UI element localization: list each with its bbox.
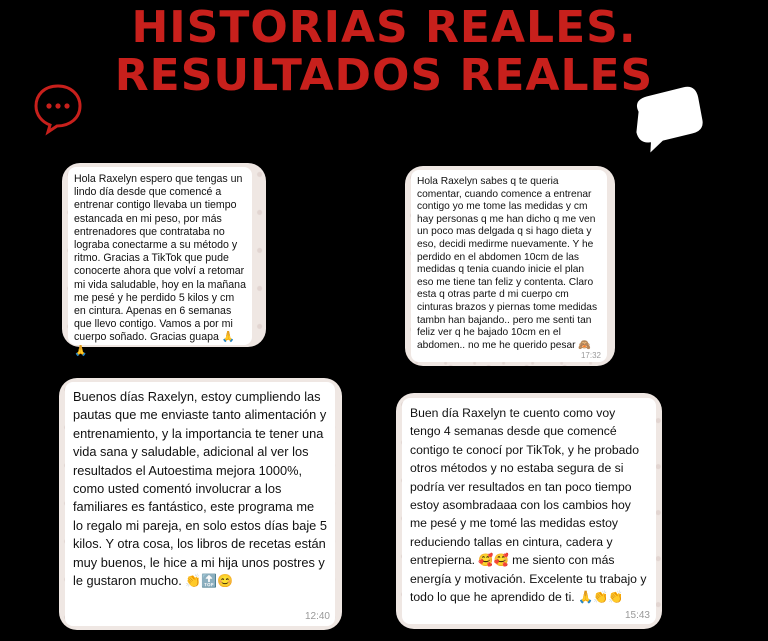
message-timestamp: 17:32 — [580, 351, 601, 360]
message-bubble — [402, 398, 656, 624]
message-bubble — [411, 170, 607, 362]
testimonial-card-3 — [59, 378, 342, 630]
message-text: Buenos días Raxelyn, estoy cumpliendo las pautas que me enviaste tanto alimentación y entrenamiento, y la importancia te tener una vida sana y saludable, adicional al ver los resultados el Autoestima mejora 1000%, como usted comentó involucrar a los familiares es fantástico, este programa me lo regalo mi pareja, en solo estos días baje 5 kilos. Y otra cosa, los libros de recetas están muy buenos, le hice a mi hija unos postres y le gustaron mucho. 👏🔝😊 — [73, 389, 327, 589]
message-bubble — [65, 382, 335, 626]
testimonial-card-4 — [396, 393, 662, 629]
page-title-line-1: HISTORIAS REALES. — [131, 2, 637, 53]
message-text: Hola Raxelyn espero que tengas un lindo día desde que comencé a entrenar contigo llevaba un tiempo estancada en mi peso, por más entrenadores que contrataba no lograba conectarme a su método y ritmo. Gracias a TikTok que pude conocerte ahora que volví a retomar mi vida saludable, hoy en la mañana me pesé y he perdido 5 kilos y cm en cintura. Apenas en 6 semanas que llevo contigo. Vamos a por mi cuerpo soñado. Gracias guapa 🙏🙏 — [74, 173, 246, 357]
message-text: Buen día Raxelyn te cuento como voy tengo 4 semanas desde que comencé contigo te conocí por TikTok, y he probado otros métodos y no estaba segura de si podría ver resultados en tan poco tiempo estoy asombradaaa con los cambios hoy me pesé y me tomé las medidas estoy reduciendo tallas en cintura, cadera y entrepierna. 🥰🥰 me siento con más energía y motivación. Excelente tu trabajo y todo lo que he aprendido de ti. 🙏👏👏 — [410, 406, 647, 605]
message-text: Hola Raxelyn sabes q te queria comentar, cuando comence a entrenar contigo yo me tome las medidas y cm hay personas q me han dicho q me ven un poco mas delgada q si hago dieta y eso, decidi medirme nuevamente. Y he perdido en el abdomen 10cm de las medidas q tenia cuando inicie el plan eso me tiene tan feliz y contenta. Claro esta q otras parte d mi cuerpo cm cinturas brazos y piernas tome medidas tambn han bajando.. pero me senti tan feliz ver q he bajado 10cm en el abdomen.. no me he querido pesar 🙈 — [417, 176, 598, 351]
testimonial-card-1 — [62, 163, 266, 357]
message-timestamp: 12:40 — [304, 611, 330, 622]
speech-bubble-icon — [626, 88, 706, 152]
speech-bubble-dots-icon — [32, 82, 84, 134]
message-timestamp: 15:43 — [624, 610, 650, 621]
message-bubble — [68, 167, 252, 357]
testimonial-card-2 — [405, 166, 615, 366]
page-title-line-2: RESULTADOS REALES — [114, 50, 654, 101]
